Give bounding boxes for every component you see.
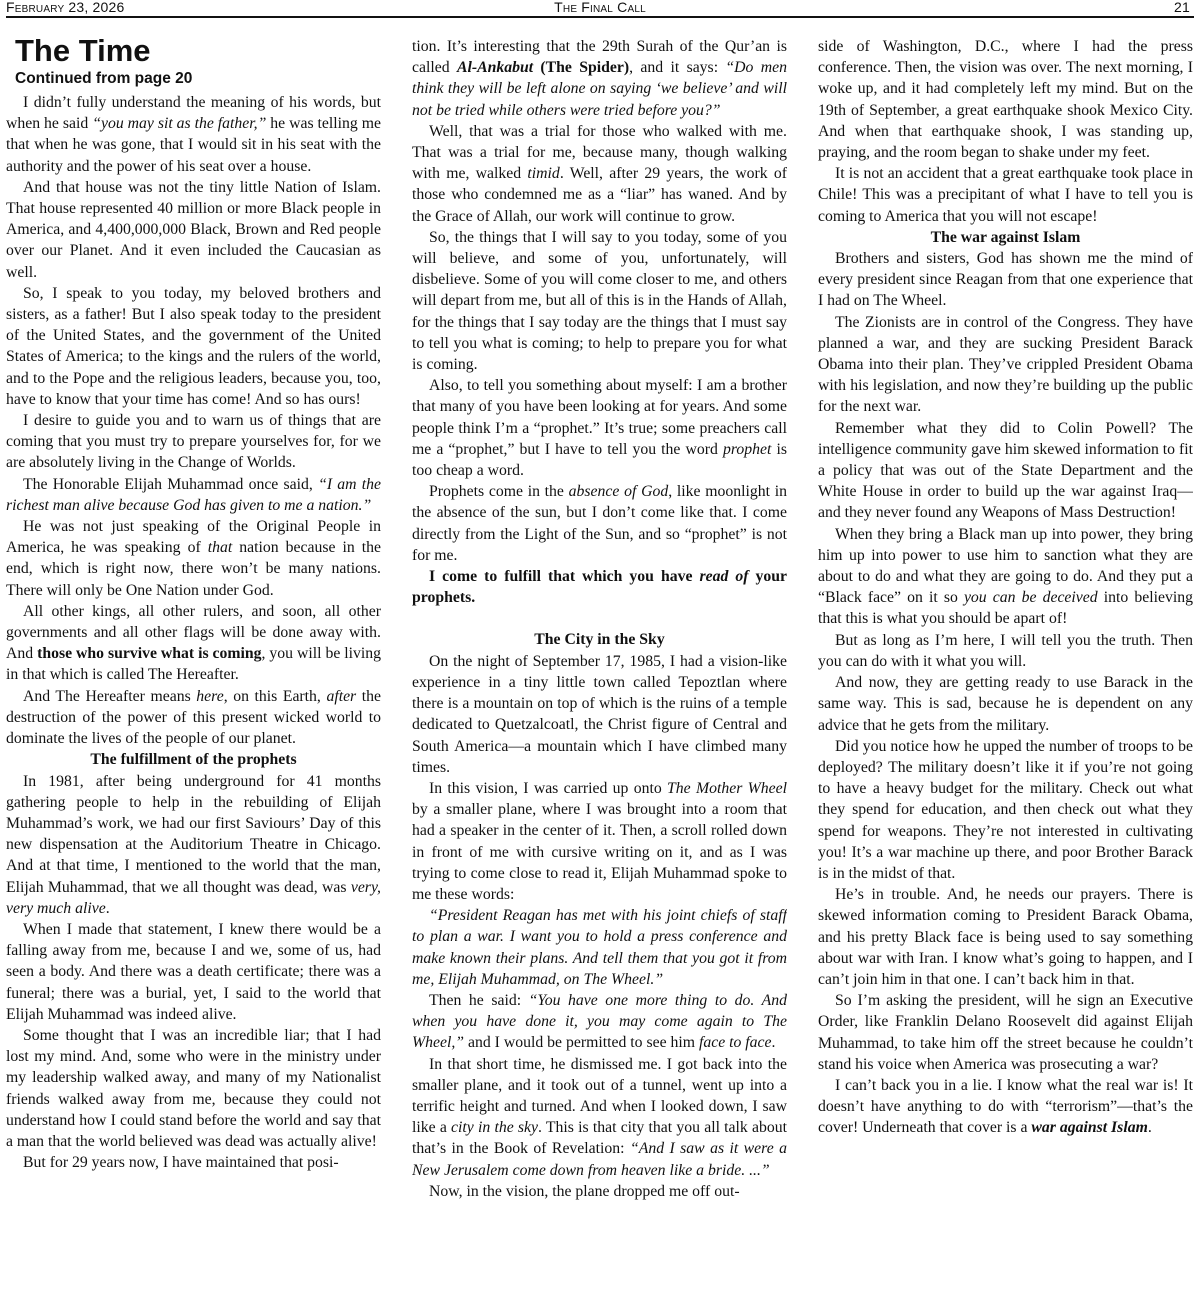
paragraph: Then he said: “You have one more thing to do. And when you have done it, you may come again to The Wheel,” and I would be permitted to see him face to face. [412, 991, 787, 1052]
paragraph: And now, they are getting ready to use Barack in the same way. This is sad, because he is dependent on any advice that he gets from the military. [818, 674, 1193, 734]
section-heading: The fulfillment of the prophets [90, 751, 297, 769]
paragraph: Now, in the vision, the plane dropped me off out- [429, 1182, 740, 1200]
paragraph: I desire to guide you and to warn us of things that are coming that you must try to prepare yourselves for, for we are absolutely living in the Change of Worlds. [6, 412, 381, 472]
paragraph: The Zionists are in control of the Congress. They have planned a war, and they are sucking President Barack Obama into their plan. They’ve crippled President Obama with his legislation, and now they’re building up the public for the next war. [818, 313, 1193, 416]
paragraph: Remember what they did to Colin Powell? The intelligence community gave him skewed information to fit a policy that was out of the State Department and the White House in order to build up the war against Iraq—and they never found any Weapons of Mass Destruction! [818, 419, 1193, 522]
paragraph: tion. It’s interesting that the 29th Surah of the Qur’an is called Al-Ankabut (The Spider), and it says: “Do men think they will be left alone on saying ‘we believe’ and will not be tried while others were tried before you?” [412, 38, 787, 119]
paragraph: It is not an accident that a great earthquake took place in Chile! This was a precipitant of what I have to tell you is coming to America that you will not escape! [818, 165, 1193, 225]
paragraph: side of Washington, D.C., where I had the press conference. Then, the vision was over. The next morning, I woke up, and it had completely left my mind. But on the 19th of September, a great earthquake shook Mexico City. And when that earthquake shook, I was standing up, praying, and the room began to shake under my feet. [818, 38, 1193, 162]
paragraph: So I’m asking the president, will he sign an Executive Order, like Franklin Delano Roosevelt did against Elijah Muhammad, to take him off the street because he couldn’t stand his voice when America was prosecuting a war? [818, 992, 1193, 1073]
paragraph: And that house was not the tiny little Nation of Islam. That house represented 40 million or more Black people in America, and 4,400,000,000 Black, Brown and Red people over our Planet. And it even included the Caucasian as well. [6, 178, 381, 281]
paragraph: When they bring a Black man up into power, they bring him up into power to use him to sanction what they are about to do and what they are going to do. And they put a “Black face” on it so you can be deceived into believing that this is what you should be apart of! [818, 525, 1193, 628]
article-column-1 [6, 34, 381, 1296]
issue-date: February 23, 2026 [6, 0, 125, 15]
paragraph: In 1981, after being underground for 41 months gathering people to help in the rebuilding of Elijah Muhammad’s work, we had our first Saviours’ Day of this new dispensation at the Auditorium Theatre in Chicago. And at that time, I mentioned to the world that the man, Elijah Muhammad, that we all thought was dead, was very, very much alive. [6, 772, 381, 917]
paragraph: Did you notice how he upped the number of troops to be deployed? The military doesn’t like it if you’re not going to have a heavy budget for the military. Check out what they spend for education, and then check out what they spend for weapons. They’re not interested in cultivating you! It’s a war machine up there, and poor Brother Barack is in the midst of that. [818, 737, 1193, 882]
paragraph: But for 29 years now, I have maintained that posi- [23, 1154, 339, 1172]
paragraph: Also, to tell you something about myself: I am a brother that many of you have been looking at for years. And some people think I’m a “prophet.” It’s true; some preachers call me a “prophet,” but I have to tell you the word prophet is too cheap a word. [412, 377, 787, 480]
section-heading: The war against Islam [930, 228, 1081, 246]
paragraph: He was not just speaking of the Original People in America, he was speaking of that nation because in the end, which is right now, there won’t be many nations. There will only be One Nation under God. [6, 518, 381, 599]
paragraph: So, I speak to you today, my beloved brothers and sisters, as a father! But I also speak today to the president of the United States, and the government of the United States of America; to the kings and the rulers of the world, and to the Pope and the religious leaders, because you, too, have to know that your time has come! And so has ours! [6, 284, 381, 408]
paragraph: Prophets come in the absence of God, like moonlight in the absence of the sun, but I don’t come like that. I come directly from the Light of the Sun, and so “prophet” is not for me. [412, 483, 787, 564]
section-heading: The City in the Sky [534, 631, 665, 649]
continued-note: Continued from page 20 [15, 70, 193, 87]
paragraph: Brothers and sisters, God has shown me the mind of every president since Reagan from that one experience that I had on The Wheel. [818, 250, 1193, 310]
paragraph: The Honorable Elijah Muhammad once said, “I am the richest man alive because God has given to me a nation.” [6, 475, 381, 514]
article-title: The Time [15, 34, 151, 68]
paragraph: Some thought that I was an incredible liar; that I had lost my mind. And, some who were in the ministry under my leadership walked away, and many of my Nationalist friends walked away from me, because they could not understand how I could stand before the world and say that a man that the world believed was dead was actually alive! [6, 1026, 381, 1150]
paragraph: In that short time, he dismissed me. I got back into the smaller plane, and it took out of a tunnel, went up into a terrific height and turned. And when I looked down, I saw like a city in the sky. This is that city that you all talk about that’s in the Book of Revelation: “And I saw as it were a New Jerusalem come down from heaven like a bride. ...” [412, 1055, 787, 1179]
paragraph: Well, that was a trial for those who walked with me. That was a trial for me, because many, though walking with me, walked timid. Well, after 29 years, the work of those who condemned me as a “liar” has waned. And by the Grace of Allah, our work will continue to grow. [412, 122, 787, 225]
paragraph: I come to fulfill that which you have read of your prophets. [412, 568, 787, 607]
page-number: 21 [1174, 0, 1190, 15]
page-header [6, 0, 1194, 18]
paragraph: When I made that statement, I knew there would be a falling away from me, because I and we, some of us, had seen a body. And there was a death certificate; there was a funeral; there was a burial, yet, I said to the world that Elijah Muhammad was indeed alive. [6, 920, 381, 1023]
paragraph: And The Hereafter means here, on this Earth, after the destruction of the power of this present wicked world to dominate the lives of the people of our planet. [6, 687, 381, 748]
paragraph: I can’t back you in a lie. I know what the real war is! It doesn’t have anything to do with “terrorism”—that’s the cover! Underneath that cover is a war against Islam. [818, 1076, 1193, 1137]
article-column-2 [412, 36, 787, 1298]
article-column-3 [818, 36, 1193, 1298]
paragraph: On the night of September 17, 1985, I had a vision-like experience in a tiny little town called Tepoztlan where there is a mountain on top of which is the ruins of a temple dedicated to Quetzalcoatl, the Christ figure of Central and South America—a mountain which I have climbed many times. [412, 652, 787, 776]
paragraph: He’s in trouble. And, he needs our prayers. There is skewed information coming to President Barack Obama, and his pretty Black face is being used to say something about war with Iran. I know what’s going to happen, and I can’t join him in that one. I can’t back him in that. [818, 886, 1193, 988]
paragraph: So, the things that I will say to you today, some of you will believe, and some of you, unfortunately, will disbelieve. Some of you will come closer to me, and others will depart from me, but all of this is in the Hands of Allah, for the things that I say today are the things that I must say to tell you what is coming; to help to prepare you for what is coming. [412, 228, 787, 374]
publication-name: The Final Call [554, 0, 646, 15]
paragraph: I didn’t fully understand the meaning of his words, but when he said “you may sit as the father,” he was telling me that when he was gone, that I would sit in his seat with the authority and the power of his seat over a house. [6, 94, 381, 175]
paragraph: In this vision, I was carried up onto The Mother Wheel by a smaller plane, where I was brought into a room that had a speaker in the center of it. Then, a scroll rolled down in front of me with cursive writing on it, and as I was trying to come close to read it, Elijah Muhammad spoke to me these words: [412, 779, 787, 903]
paragraph: “President Reagan has met with his joint chiefs of staff to plan a war. I want you to hold a press conference and make known their plans. And tell them that you got it from me, Elijah Muhammad, on The Wheel.” [412, 907, 787, 988]
paragraph: But as long as I’m here, I will tell you the truth. Then you can do with it what you will. [818, 631, 1193, 670]
paragraph: All other kings, all other rulers, and soon, all other governments and all other flags will be done away with. And those who survive what is coming, you will be living in that which is called The Hereafter. [6, 602, 381, 684]
